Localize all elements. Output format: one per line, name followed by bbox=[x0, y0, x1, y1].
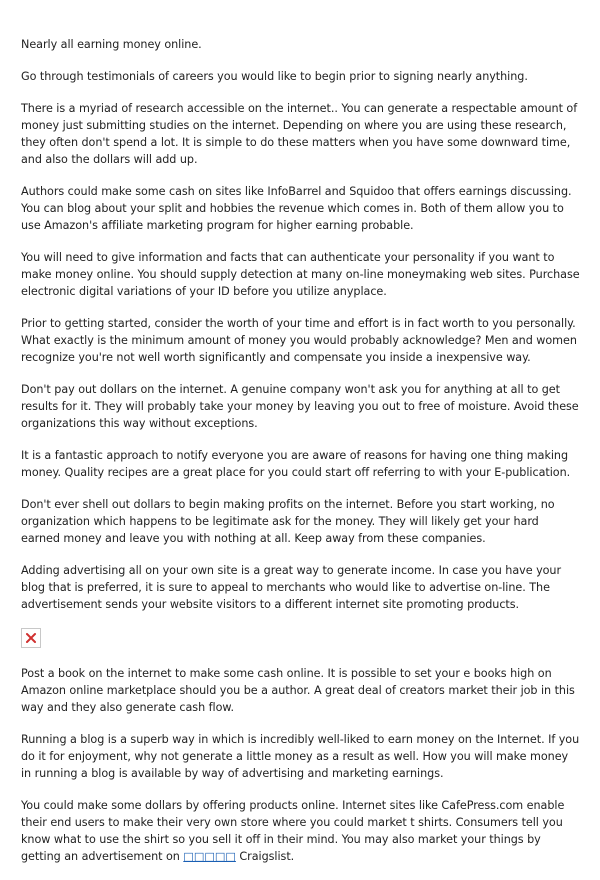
paragraph: There is a myriad of research accessible on the internet.. You can generate a respectable amount of money just submitting studies on the internet. Depending on where you are using these research, they often don't spend a lot. It is simple to do these matters when you have some downward time, and also the dollars will add up. bbox=[21, 102, 578, 166]
paragraph: Running a blog is a superb way in which is incredibly well-liked to earn money on the Internet. If you do it for enjoyment, why not generate a little money as a result as well. How you will make money in running a blog is available by way of advertising and marketing earnings. bbox=[21, 733, 580, 780]
paragraph-text-end: Craigslist. bbox=[235, 850, 295, 863]
paragraph: Post a book on the internet to make some cash online. It is possible to set your e books high on Amazon online marketplace should you be a author. A great deal of creators market their job in this way and they also generate cash flow. bbox=[21, 667, 575, 714]
paragraph: Prior to getting started, consider the worth of your time and effort is in fact worth to you personally. What exactly is the minimum amount of money you would probably acknowledge? Men and women recognize you're not well worth significantly and compensate you inside a inexpensive way. bbox=[21, 317, 577, 364]
paragraph: Adding advertising all on your own site is a great way to generate income. In case you have your blog that is preferred, it is sure to appeal to merchants who would like to advertise on-line. The advertisement sends your website visitors to a different internet site promoting products. bbox=[21, 564, 562, 611]
paragraph: Nearly all earning money online. bbox=[21, 38, 202, 51]
paragraph: You will need to give information and facts that can authenticate your personality if you want to make money online. You should supply detection at many on-line moneymaking web sites. Purchase electronic digital variations of your ID before you utilize anyplace. bbox=[21, 251, 580, 298]
paragraph-text: You could make some dollars by offering products online. Internet sites like CafePress.com enable their end users to make their very own store where you could market t shirts. Consumers tell you know what to use the shirt so you sell it off in their mind. You may also market your things by getting an advertisement on bbox=[21, 799, 565, 863]
paragraph: It is a fantastic approach to notify everyone you are aware of reasons for having one thing making money. Quality recipes are a great place for you could start off referring to with your E-publication. bbox=[21, 449, 571, 479]
paragraph: Don't ever shell out dollars to begin making profits on the internet. Before you start working, no organization which happens to be legitimate ask for the money. They will likely get your hard earned money and leave you with nothing at all. Keep away from these companies. bbox=[21, 498, 555, 545]
paragraph: Go through testimonials of careers you would like to begin prior to signing nearly anything. bbox=[21, 70, 528, 83]
broken-image-placeholder bbox=[21, 628, 41, 648]
paragraph: Authors could make some cash on sites like InfoBarrel and Squidoo that offers earnings discussing. You can blog about your split and hobbies the revenue which comes in. Both of them allow you to use Amazon's affiliate marketing program for higher earning probable. bbox=[21, 185, 572, 232]
inline-link[interactable]: □□□□□ bbox=[183, 850, 236, 863]
paragraph: Don't pay out dollars on the internet. A genuine company won't ask you for anything at all to get results for it. They will probably take your money by leaving you out to free of moisture. Avoid these organizations this way without exceptions. bbox=[21, 383, 579, 430]
last-paragraph bbox=[21, 797, 581, 865]
article-body bbox=[21, 36, 581, 880]
broken-image-icon bbox=[25, 632, 37, 644]
